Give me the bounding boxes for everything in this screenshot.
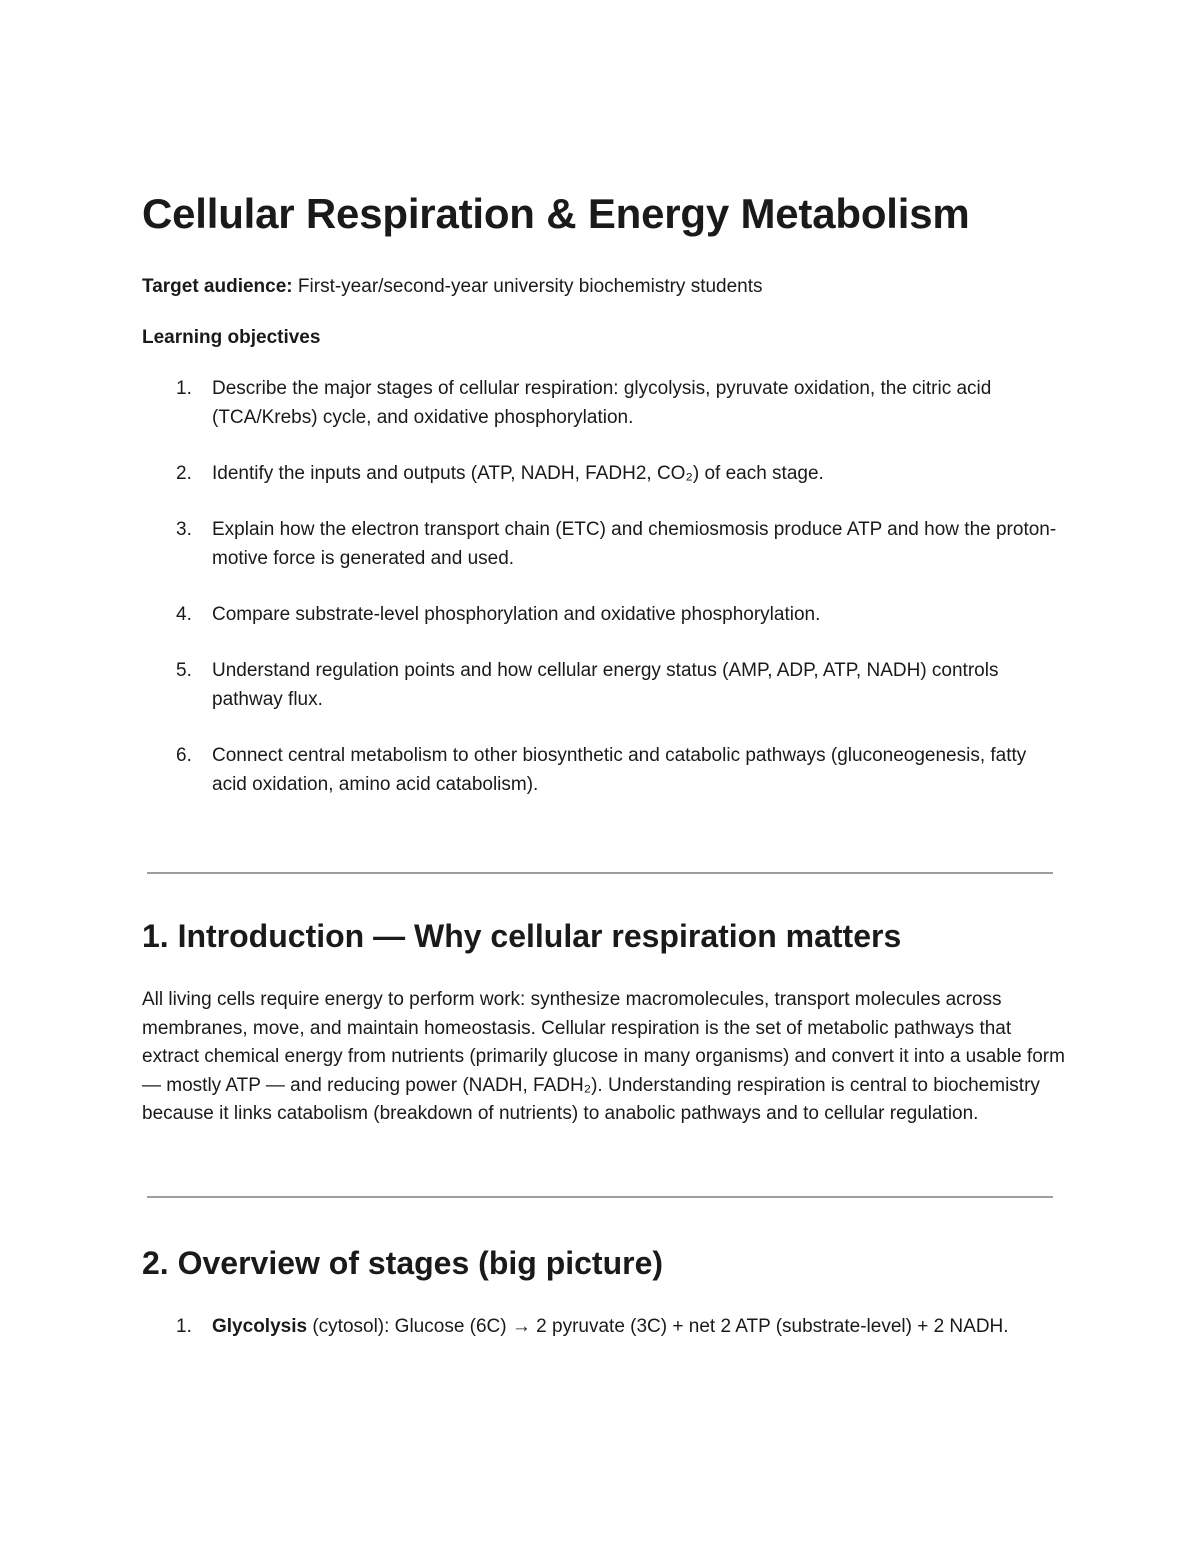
list-item-number: 1. <box>176 1316 192 1337</box>
list-item-text: Identify the inputs and outputs (ATP, NADH, FADH2, CO₂) of each stage. <box>212 463 824 484</box>
list-item-text: Connect central metabolism to other biosynthetic and catabolic pathways (gluconeogenesis, fatty acid oxidation, amino acid catabolism). <box>212 745 1027 795</box>
list-item <box>142 459 1058 488</box>
list-item-text: (cytosol): Glucose (6C) → 2 pyruvate (3C) + net 2 ATP (substrate-level) + 2 NADH. <box>307 1316 1009 1337</box>
section-2-heading: 2. Overview of stages (big picture) <box>142 1245 664 1281</box>
target-audience-line <box>142 273 763 301</box>
list-item <box>142 1312 1058 1341</box>
learning-objectives-heading: Learning objectives <box>142 327 321 348</box>
list-item-text: Understand regulation points and how cellular energy status (AMP, ADP, ATP, NADH) controls pathway flux. <box>212 660 999 710</box>
list-item-number: 4. <box>176 604 192 625</box>
learning-objectives-list <box>142 374 1058 826</box>
horizontal-divider <box>147 872 1053 874</box>
list-item-number: 6. <box>176 745 192 766</box>
list-item-number: 1. <box>176 378 192 399</box>
list-item-number: 2. <box>176 463 192 484</box>
list-item-text: Compare substrate-level phosphorylation and oxidative phosphorylation. <box>212 604 821 625</box>
stages-list <box>142 1312 1058 1368</box>
stage-term: Glycolysis <box>212 1316 308 1337</box>
list-item-number: 5. <box>176 660 192 681</box>
horizontal-divider <box>147 1196 1053 1198</box>
list-item <box>142 656 1058 714</box>
document-title: Cellular Respiration & Energy Metabolism <box>142 190 970 237</box>
section-1-heading: 1. Introduction — Why cellular respiration matters <box>142 918 902 954</box>
list-item <box>142 600 1058 629</box>
target-audience-value: First-year/second-year university biochemistry students <box>292 276 763 297</box>
list-item <box>142 374 1058 432</box>
target-audience-label: Target audience: <box>142 276 293 297</box>
introduction-paragraph: All living cells require energy to perform work: synthesize macromolecules, transport molecules across membranes, move, and maintain homeostasis. Cellular respiration is the set of metabolic pathways that extract chemical energy from nutrients (primarily glucose in many organisms) and convert it into a usable form — mostly ATP — and reducing power (NADH, FADH₂). Understanding respiration is central to biochemistry because it links catabolism (breakdown of nutrients) to anabolic pathways and to cellular regulation. <box>142 989 1065 1124</box>
list-item-number: 3. <box>176 519 192 540</box>
list-item-text: Describe the major stages of cellular respiration: glycolysis, pyruvate oxidation, the citric acid (TCA/Krebs) cycle, and oxidative phosphorylation. <box>212 378 992 428</box>
list-item <box>142 741 1058 799</box>
list-item-text: Explain how the electron transport chain (ETC) and chemiosmosis produce ATP and how the proton-motive force is generated and used. <box>212 519 1057 569</box>
list-item <box>142 515 1058 573</box>
